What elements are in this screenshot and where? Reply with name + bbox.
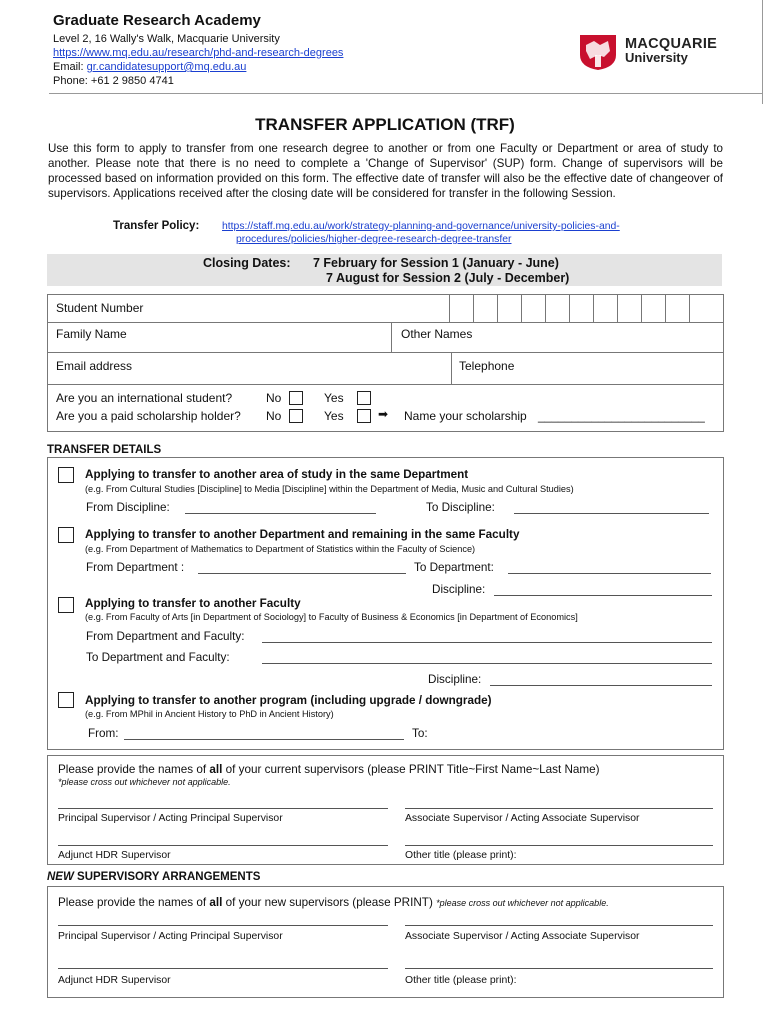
status-questions	[48, 385, 723, 431]
scholarship-yes-checkbox[interactable]	[357, 409, 371, 423]
student-number-digit[interactable]	[617, 295, 641, 322]
opt3-from-label: From Department and Faculty:	[86, 630, 245, 643]
associate-supervisor-label: Associate Supervisor / Acting Associate Supervisor	[405, 813, 640, 824]
header-divider-vertical	[762, 0, 763, 104]
student-number-digit[interactable]	[521, 295, 545, 322]
current-supervisors-box	[47, 755, 724, 865]
opt4-from-field[interactable]	[124, 739, 404, 740]
principal-supervisor-label: Principal Supervisor / Acting Principal Supervisor	[58, 813, 283, 824]
scholarship-no-checkbox[interactable]	[289, 409, 303, 423]
transfer-details-heading: TRANSFER DETAILS	[47, 444, 162, 456]
principal-supervisor-field[interactable]	[58, 808, 388, 809]
opt3-discipline-field[interactable]	[490, 685, 712, 686]
option-another-faculty-checkbox[interactable]	[58, 597, 74, 613]
phone: Phone: +61 2 9850 4741	[53, 75, 174, 87]
opt1-to-field[interactable]	[514, 513, 709, 514]
contact-block	[53, 10, 343, 88]
form-title: TRANSFER APPLICATION (TRF)	[255, 115, 515, 134]
international-question: Are you an international student?	[56, 391, 233, 405]
logo-line1: MACQUARIE	[625, 36, 718, 52]
shield-icon	[578, 33, 618, 71]
new-supervisors-box	[47, 886, 724, 998]
name-row	[48, 323, 723, 353]
page-header	[0, 0, 770, 104]
policy-url-line2: procedures/policies/higher-degree-research-degree-transfer	[236, 234, 512, 245]
option-another-program-checkbox[interactable]	[58, 692, 74, 708]
opt4-to-label: To:	[412, 727, 428, 740]
new-supervisory-heading: NEW SUPERVISORY ARRANGEMENTS	[47, 871, 261, 883]
new-other-title-field[interactable]	[405, 968, 713, 969]
new-supervisors-prompt: Please provide the names of all of your new supervisors (please PRINT) *please cross out whichever not applicable.	[58, 896, 609, 909]
new-adjunct-supervisor-field[interactable]	[58, 968, 388, 969]
opt4-from-label: From:	[88, 727, 119, 740]
email-address-label: Email address	[56, 359, 133, 373]
opt2-to-label: To Department:	[414, 561, 494, 574]
current-supervisors-note: *please cross out whichever not applicable.	[58, 777, 231, 787]
email-link[interactable]: gr.candidatesupport@mq.edu.au	[86, 61, 247, 73]
international-yes-checkbox[interactable]	[357, 391, 371, 405]
policy-label: Transfer Policy:	[113, 220, 200, 232]
scholarship-no-label: No	[266, 409, 282, 423]
international-no-label: No	[266, 391, 282, 405]
option1-title: Applying to transfer to another area of study in the same Department	[85, 468, 469, 481]
closing-dates-box	[47, 254, 722, 286]
address: Level 2, 16 Wally's Walk, Macquarie University	[53, 33, 280, 45]
adjunct-supervisor-field[interactable]	[58, 845, 388, 846]
scholarship-yes-label: Yes	[324, 409, 344, 423]
website-link[interactable]: https://www.mq.edu.au/research/phd-and-research-degrees	[53, 47, 344, 59]
email-label: Email:	[53, 61, 87, 73]
closing-session1: 7 February for Session 1 (January - June)	[313, 256, 559, 270]
contact-row	[48, 353, 723, 385]
opt2-to-field[interactable]	[508, 573, 711, 574]
opt1-from-label: From Discipline:	[86, 501, 170, 514]
option2-title: Applying to transfer to another Department and remaining in the same Faculty	[85, 528, 520, 541]
opt2-discipline-field[interactable]	[494, 595, 712, 596]
closing-label: Closing Dates:	[203, 256, 291, 270]
arrow-right-icon: ➡	[378, 407, 389, 421]
student-number-digit[interactable]	[473, 295, 497, 322]
student-number-label: Student Number	[56, 301, 144, 315]
new-adjunct-supervisor-label: Adjunct HDR Supervisor	[58, 975, 171, 986]
international-yes-label: Yes	[324, 391, 344, 405]
opt2-from-field[interactable]	[198, 573, 406, 574]
option1-example: (e.g. From Cultural Studies [Discipline] to Media [Discipline] within the Department of Media, Music and Cultural Studies)	[85, 484, 574, 494]
intro-text: Use this form to apply to transfer from one research degree to another or from one Faculty or Department or area of study to another. Please note that there is no need to complete a 'Change of Supervisor' (SUP) form. Change of supervisors will be processed based on information provided on this form. The effective date of transfer will also be the effective date of changeover of supervisors. Applications received after the closing date will be considered for transfer in the following Session.	[48, 142, 723, 200]
associate-supervisor-field[interactable]	[405, 808, 713, 809]
opt3-discipline-label: Discipline:	[428, 673, 482, 686]
student-number-digit[interactable]	[641, 295, 665, 322]
new-principal-supervisor-label: Principal Supervisor / Acting Principal Supervisor	[58, 931, 283, 942]
student-number-digit[interactable]	[449, 295, 473, 322]
adjunct-supervisor-label: Adjunct HDR Supervisor	[58, 850, 171, 861]
cell-divider	[451, 353, 452, 384]
opt2-from-label: From Department :	[86, 561, 185, 574]
new-other-title-label: Other title (please print):	[405, 975, 517, 986]
policy-link[interactable]	[222, 220, 692, 246]
scholarship-name-label: Name your scholarship	[404, 409, 527, 423]
option3-example: (e.g. From Faculty of Arts [in Department of Sociology] to Faculty of Business & Economics [in Department of Economics]	[85, 612, 578, 622]
telephone-label: Telephone	[459, 359, 515, 373]
student-number-row	[48, 295, 723, 323]
new-principal-supervisor-field[interactable]	[58, 925, 388, 926]
family-name-label: Family Name	[56, 327, 127, 341]
student-number-digit[interactable]	[689, 295, 713, 322]
new-associate-supervisor-field[interactable]	[405, 925, 713, 926]
option2-example: (e.g. From Department of Mathematics to Department of Statistics within the Faculty of Science)	[85, 544, 476, 554]
new-associate-supervisor-label: Associate Supervisor / Acting Associate Supervisor	[405, 931, 640, 942]
option4-example: (e.g. From MPhil in Ancient History to PhD in Ancient History)	[85, 709, 334, 719]
transfer-details-box	[47, 457, 724, 750]
student-details-table	[47, 294, 724, 432]
policy-url-line1: https://staff.mq.edu.au/work/strategy-planning-and-governance/university-policies-and-	[222, 221, 620, 232]
closing-session2: 7 August for Session 2 (July - December)	[326, 271, 570, 285]
option-same-department-checkbox[interactable]	[58, 467, 74, 483]
opt1-from-field[interactable]	[185, 513, 376, 514]
logo-line2: University	[625, 50, 688, 65]
other-title-field[interactable]	[405, 845, 713, 846]
student-number-digit[interactable]	[593, 295, 617, 322]
other-title-label: Other title (please print):	[405, 850, 517, 861]
opt3-to-field[interactable]	[262, 663, 712, 664]
opt3-to-label: To Department and Faculty:	[86, 651, 230, 664]
student-number-digit[interactable]	[665, 295, 689, 322]
opt2-discipline-label: Discipline:	[432, 583, 486, 596]
scholarship-question: Are you a paid scholarship holder?	[56, 409, 241, 423]
opt3-from-field[interactable]	[262, 642, 712, 643]
current-supervisors-prompt: Please provide the names of all of your current supervisors (please PRINT Title~First Name~Last Name)	[58, 763, 600, 776]
scholarship-name-field[interactable]: _________________________	[538, 409, 705, 423]
org-name: Graduate Research Academy	[53, 12, 261, 29]
international-no-checkbox[interactable]	[289, 391, 303, 405]
student-number-digit[interactable]	[545, 295, 569, 322]
cell-divider	[391, 323, 392, 352]
student-number-digit[interactable]	[569, 295, 593, 322]
option4-title: Applying to transfer to another program (including upgrade / downgrade)	[85, 694, 492, 707]
opt1-to-label: To Discipline:	[426, 501, 495, 514]
other-names-label: Other Names	[401, 327, 473, 341]
option3-title: Applying to transfer to another Faculty	[85, 597, 301, 610]
header-divider	[49, 93, 762, 94]
option-another-department-checkbox[interactable]	[58, 527, 74, 543]
university-logo	[578, 33, 728, 73]
student-number-digit[interactable]	[497, 295, 521, 322]
